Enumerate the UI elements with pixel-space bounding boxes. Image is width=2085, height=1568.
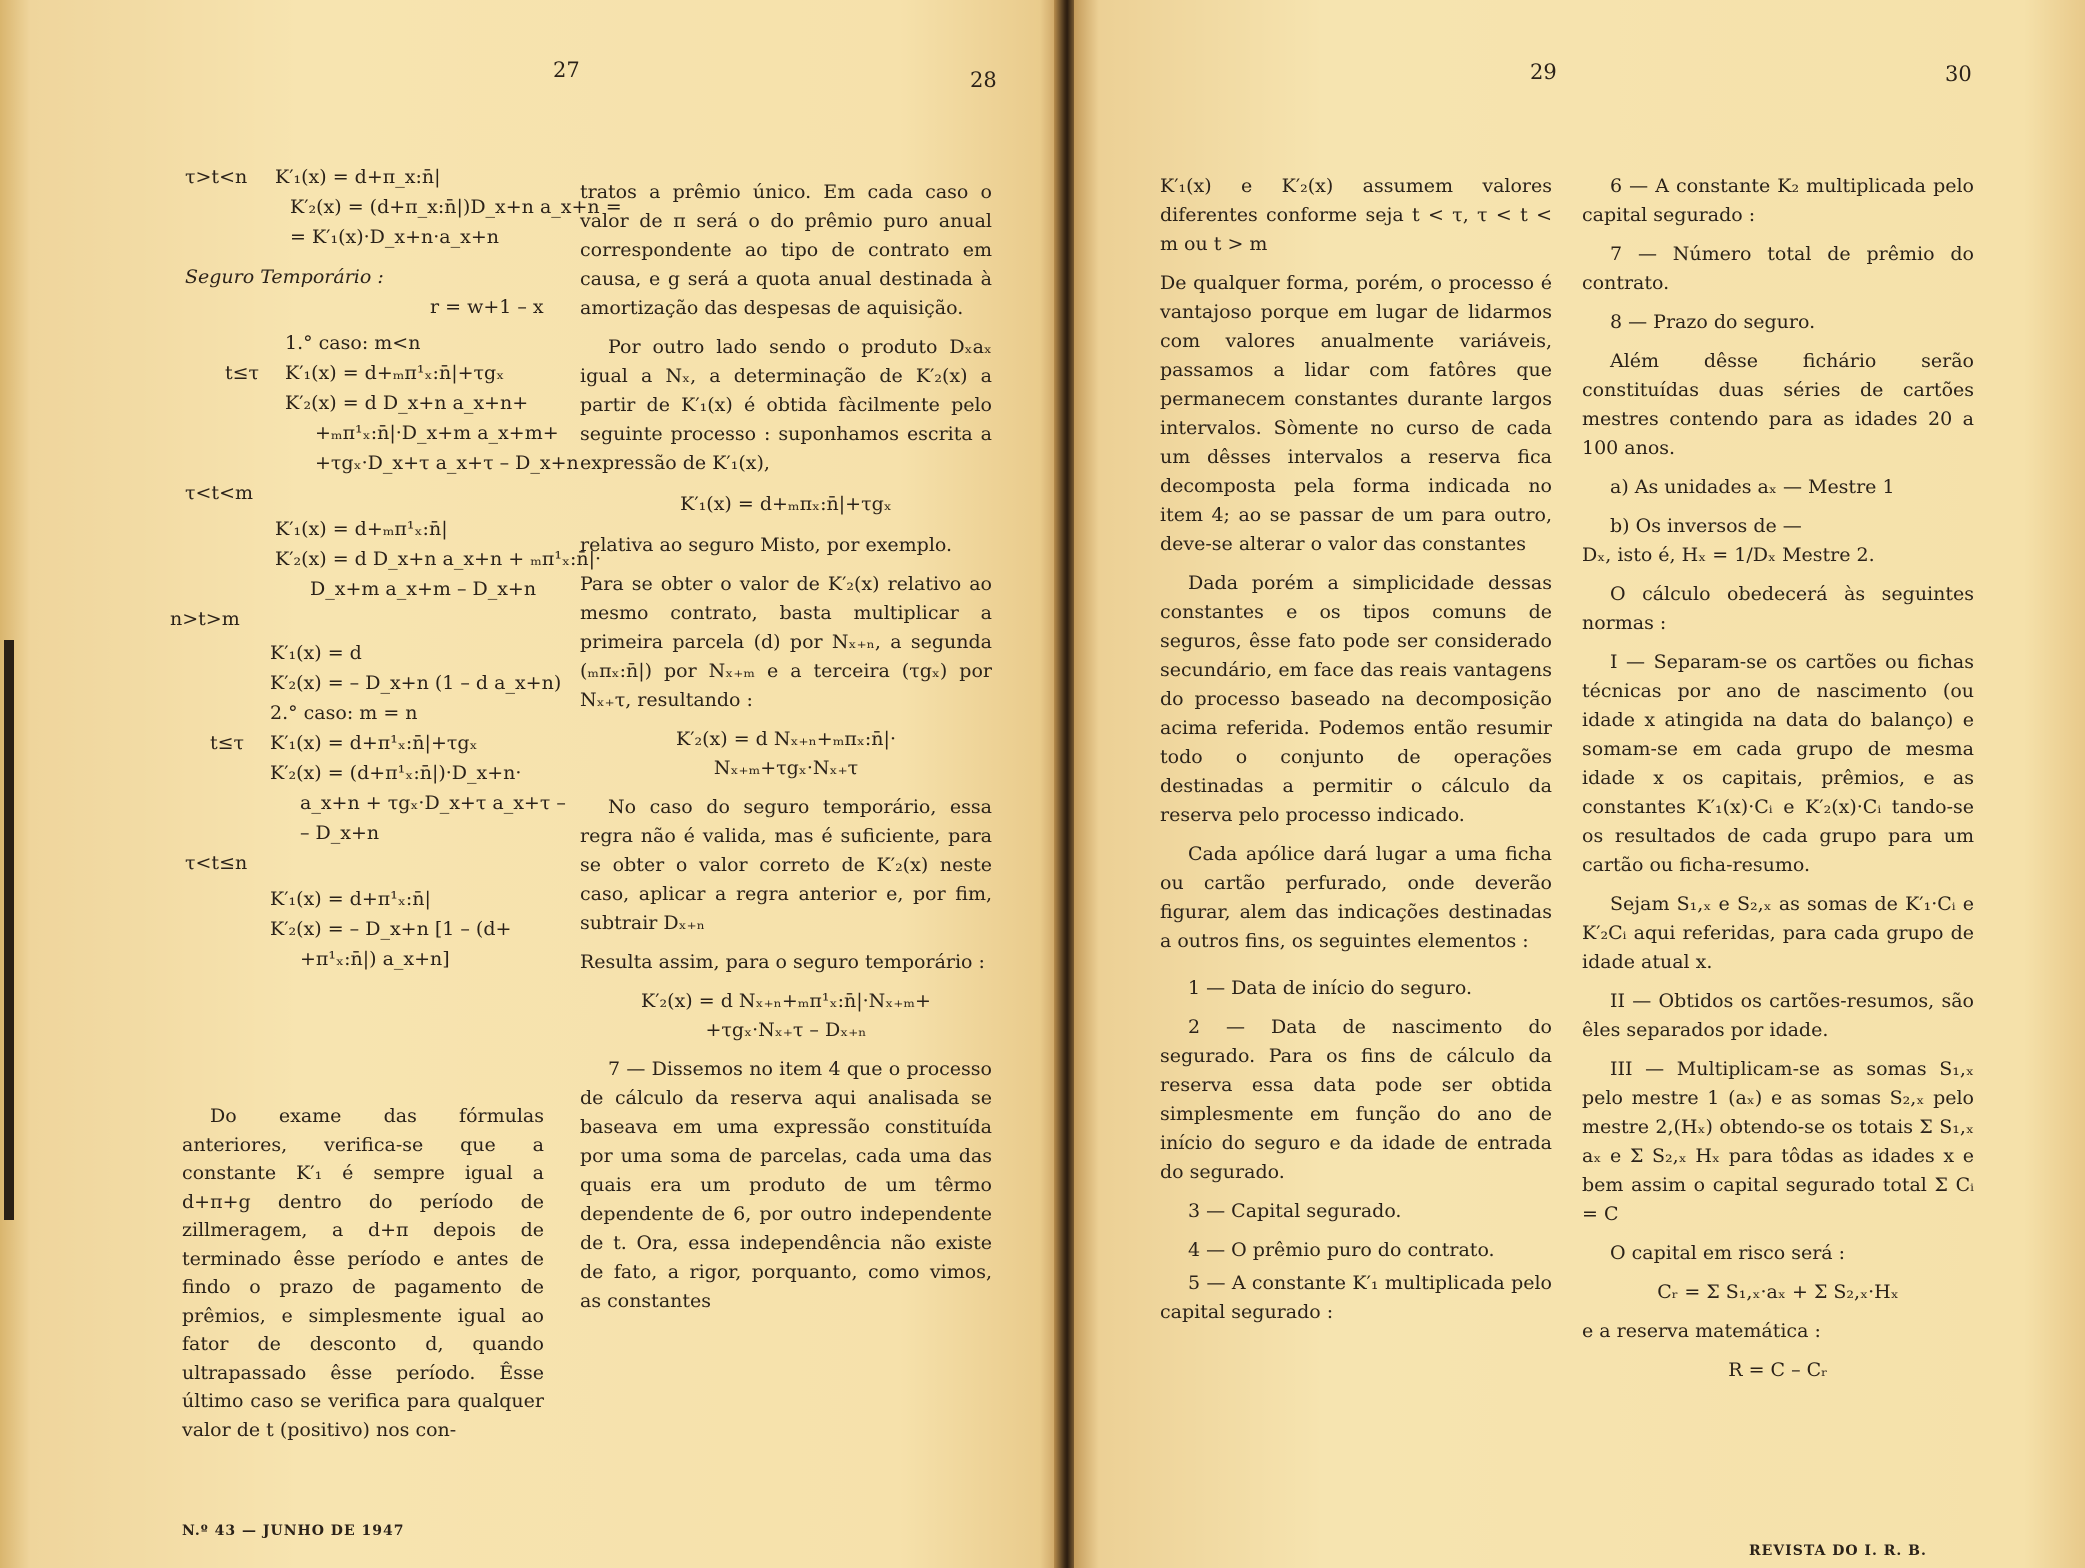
condition-label: τ>t<n bbox=[185, 166, 248, 188]
column-1-formulas bbox=[170, 162, 622, 974]
paragraph: O capital em risco será : bbox=[1610, 1242, 1846, 1264]
page-number-30: 30 bbox=[1945, 62, 1972, 86]
paragraph: II — Obtidos os cartões-resumos, são êles separados por idade. bbox=[1582, 990, 1974, 1041]
formula: K′₁(x) = d bbox=[270, 642, 362, 664]
formula: K′₂(x) = (d+π_x:n̄|)D_x+n a_x+n = bbox=[290, 196, 622, 218]
paragraph: K′₁(x) e K′₂(x) assumem valores diferentes conforme seja t < τ, τ < t < m ou t > m bbox=[1160, 175, 1552, 255]
formula: K′₁(x) = d+π¹ₓ:n̄|+τgₓ bbox=[270, 732, 478, 754]
list-item: 4 — O prêmio puro do contrato. bbox=[1188, 1239, 1495, 1261]
case-heading: 1.° caso: m<n bbox=[285, 332, 421, 354]
formula: K′₁(x) = d+ₘπₓ:n̄|+τgₓ bbox=[680, 493, 892, 515]
list-item: 7 — Número total de prêmio do contrato. bbox=[1582, 243, 1974, 294]
section-heading: Seguro Temporário : bbox=[185, 266, 384, 288]
list-item: 5 — A constante K′₁ multiplicada pelo capital segurado : bbox=[1160, 1272, 1552, 1323]
formula: K′₁(x) = d+ₘπ¹ₓ:n̄|+τgₓ bbox=[285, 362, 505, 384]
formula: +τgₓ·D_x+τ a_x+τ – D_x+n bbox=[315, 452, 579, 474]
footer-issue: N.º 43 — JUNHO DE 1947 bbox=[182, 1523, 405, 1539]
footer-journal: REVISTA DO I. R. B. bbox=[1749, 1543, 1927, 1559]
paragraph: 7 — Dissemos no item 4 que o processo de cálculo da reserva aqui analisada se baseava em uma expressão constituída por uma soma de parcelas, cada uma das quais era um produto de um têrmo dependente de 6, por outro independente de t. Ora, essa independência não existe de fato, a rigor, porquanto, como vimos, as constantes bbox=[580, 1058, 992, 1312]
page-edge-shadow bbox=[4, 640, 14, 1220]
page-number-27: 27 bbox=[553, 58, 580, 82]
formula: K′₁(x) = d+ₘπ¹ₓ:n̄| bbox=[275, 518, 448, 540]
page-number-28: 28 bbox=[970, 68, 997, 92]
formula: K′₂(x) = – D_x+n (1 – d a_x+n) bbox=[270, 672, 562, 694]
paragraph: Para se obter o valor de K′₂(x) relativo ao mesmo contrato, basta multiplicar a primeira parcela (d) por Nₓ₊ₙ, a segunda (ₘπₓ:n̄|) por Nₓ₊ₘ e a terceira (τgₓ) por Nₓ₊τ, resultando : bbox=[580, 573, 992, 711]
paragraph: Cada apólice dará lugar a uma ficha ou cartão perfurado, onde deverão figurar, alem das indicações destinadas a outros fins, os seguintes elementos : bbox=[1160, 843, 1552, 952]
list-item: 3 — Capital segurado. bbox=[1188, 1200, 1402, 1222]
formula: – D_x+n bbox=[300, 822, 380, 844]
list-item: a) As unidades aₓ — Mestre 1 bbox=[1610, 476, 1895, 498]
paragraph: e a reserva matemática : bbox=[1582, 1320, 1821, 1342]
paragraph: Por outro lado sendo o produto Dₓaₓ igual a Nₓ, a determinação de K′₂(x) a partir de K′₁(x) é obtida fàcilmente pelo seguinte processo : suponhamos escrita a expressão de K′₁(x), bbox=[580, 336, 992, 474]
formula: R = C – Cᵣ bbox=[1728, 1359, 1828, 1381]
column-1-text bbox=[182, 1102, 544, 1454]
formula: K′₂(x) = d Nₓ₊ₙ+ₘπ¹ₓ:n̄|·Nₓ₊ₘ+ bbox=[641, 990, 931, 1012]
list-item: 6 — A constante K₂ multiplicada pelo capital segurado : bbox=[1582, 175, 1974, 226]
formula: D_x+m a_x+m – D_x+n bbox=[310, 578, 537, 600]
list-item: 8 — Prazo do seguro. bbox=[1610, 311, 1816, 333]
formula: K′₁(x) = d+π_x:n̄| bbox=[275, 166, 441, 188]
formula: K′₂(x) = d Nₓ₊ₙ+ₘπₓ:n̄|· bbox=[676, 728, 896, 750]
list-item: Dₓ, isto é, Hₓ = 1/Dₓ Mestre 2. bbox=[1582, 544, 1875, 566]
formula: Cᵣ = Σ S₁,ₓ·aₓ + Σ S₂,ₓ·Hₓ bbox=[1657, 1281, 1899, 1303]
paragraph: III — Multiplicam-se as somas S₁,ₓ pelo mestre 1 (aₓ) e as somas S₂,ₓ pelo mestre 2,(Hₓ) obtendo-se os totais Σ S₁,ₓ aₓ e Σ S₂,ₓ Hₓ para tôdas as idades x e bem assim o capital segurado total Σ Cᵢ = C bbox=[1582, 1058, 1974, 1225]
formula: r = w+1 – x bbox=[430, 296, 544, 318]
paragraph: Sejam S₁,ₓ e S₂,ₓ as somas de K′₁·Cᵢ e K′₂Cᵢ aqui referidas, para cada grupo de idade atual x. bbox=[1582, 893, 1974, 973]
formula: a_x+n + τgₓ·D_x+τ a_x+τ – bbox=[300, 792, 566, 814]
formula: +ₘπ¹ₓ:n̄|·D_x+m a_x+m+ bbox=[315, 422, 559, 444]
list-item: b) Os inversos de — bbox=[1610, 515, 1802, 537]
right-page bbox=[1074, 0, 2085, 1568]
case-heading: 2.° caso: m = n bbox=[270, 702, 418, 724]
formula: Nₓ₊ₘ+τgₓ·Nₓ₊τ bbox=[713, 757, 859, 779]
paragraph: Além dêsse fichário serão constituídas duas séries de cartões mestres contendo para as idades 20 a 100 anos. bbox=[1582, 350, 1974, 459]
formula: K′₁(x) = d+π¹ₓ:n̄| bbox=[270, 888, 431, 910]
formula: K′₂(x) = – D_x+n [1 – (d+ bbox=[270, 918, 512, 940]
paragraph: I — Separam-se os cartões ou fichas técnicas por ano de nascimento (ou idade x atingida na data do balanço) e somam-se em cada grupo de mesma idade x os capitais, prêmios, e as constantes K′₁(x)·Cᵢ e K′₂(x)·Cᵢ tando-se os resultados de cada grupo para um cartão ou ficha-resumo. bbox=[1582, 651, 1974, 876]
formula: = K′₁(x)·D_x+n·a_x+n bbox=[290, 226, 500, 248]
condition-label: t≤τ bbox=[210, 732, 245, 754]
formula: K′₂(x) = (d+π¹ₓ:n̄|)·D_x+n· bbox=[270, 762, 522, 784]
paragraph: tratos a prêmio único. Em cada caso o valor de π será o do prêmio puro anual correspondente ao tipo de contrato em causa, e g será a quota anual destinada à amortização das despesas de aquisição. bbox=[580, 181, 992, 319]
paragraph: De qualquer forma, porém, o processo é vantajoso porque em lugar de lidarmos com valores anualmente variáveis, passamos a lidar com fatôres que permanecem constantes durante largos intervalos. Sòmente no curso de cada um dêsses intervalos a reserva fica decomposta pela forma indicada no item 4; ao se passar de um para outro, deve-se alterar o valor das constantes bbox=[1160, 272, 1552, 555]
formula: +π¹ₓ:n̄|) a_x+n] bbox=[300, 948, 450, 970]
list-item: 2 — Data de nascimento do segurado. Para os fins de cálculo da reserva essa data pode ser obtida simplesmente em função do ano de início do seguro e da idade de entrada do segurado. bbox=[1160, 1016, 1552, 1183]
paragraph: No caso do seguro temporário, essa regra não é valida, mas é suficiente, para se obter o valor correto de K′₂(x) neste caso, aplicar a regra anterior e, por fim, subtrair Dₓ₊ₙ bbox=[580, 796, 992, 934]
condition-label: τ<t≤n bbox=[185, 852, 248, 874]
paragraph: relativa ao seguro Misto, por exemplo. bbox=[580, 534, 953, 556]
formula: K′₂(x) = d D_x+n a_x+n+ bbox=[285, 392, 529, 414]
paragraph: O cálculo obedecerá às seguintes normas : bbox=[1582, 583, 1974, 634]
paragraph: Resulta assim, para o seguro temporário : bbox=[580, 951, 985, 973]
formula: +τgₓ·Nₓ₊τ – Dₓ₊ₙ bbox=[705, 1019, 867, 1041]
condition-label: t≤τ bbox=[225, 362, 260, 384]
column-4 bbox=[1582, 172, 1974, 1395]
condition-label: n>t>m bbox=[170, 608, 240, 630]
condition-label: τ<t<m bbox=[185, 482, 254, 504]
formula: K′₂(x) = d D_x+n a_x+n + ₘπ¹ₓ:n̄|· bbox=[275, 548, 602, 570]
list-item: 1 — Data de início do seguro. bbox=[1188, 977, 1473, 999]
paragraph: Do exame das fórmulas anteriores, verifica-se que a constante K′₁ é sempre igual a d+π+g dentro do período de zillmeragem, a d+π depois de terminado êsse período e antes de findo o prazo de pagamento de prêmios, e simplesmente igual ao fator de desconto d, quando ultrapassado êsse período. Êsse último caso se verifica para qualquer valor de t (positivo) nos con- bbox=[182, 1105, 544, 1441]
paragraph: Dada porém a simplicidade dessas constantes e os tipos comuns de seguros, êsse fato pode ser considerado secundário, em face das reais vantagens do processo baseado na decomposição acima referida. Podemos então resumir todo o conjunto de operações destinadas a permitir o cálculo da reserva pelo processo indicado. bbox=[1160, 572, 1552, 826]
column-2 bbox=[580, 178, 992, 1326]
column-3 bbox=[1160, 172, 1552, 1337]
page-number-29: 29 bbox=[1530, 60, 1557, 84]
